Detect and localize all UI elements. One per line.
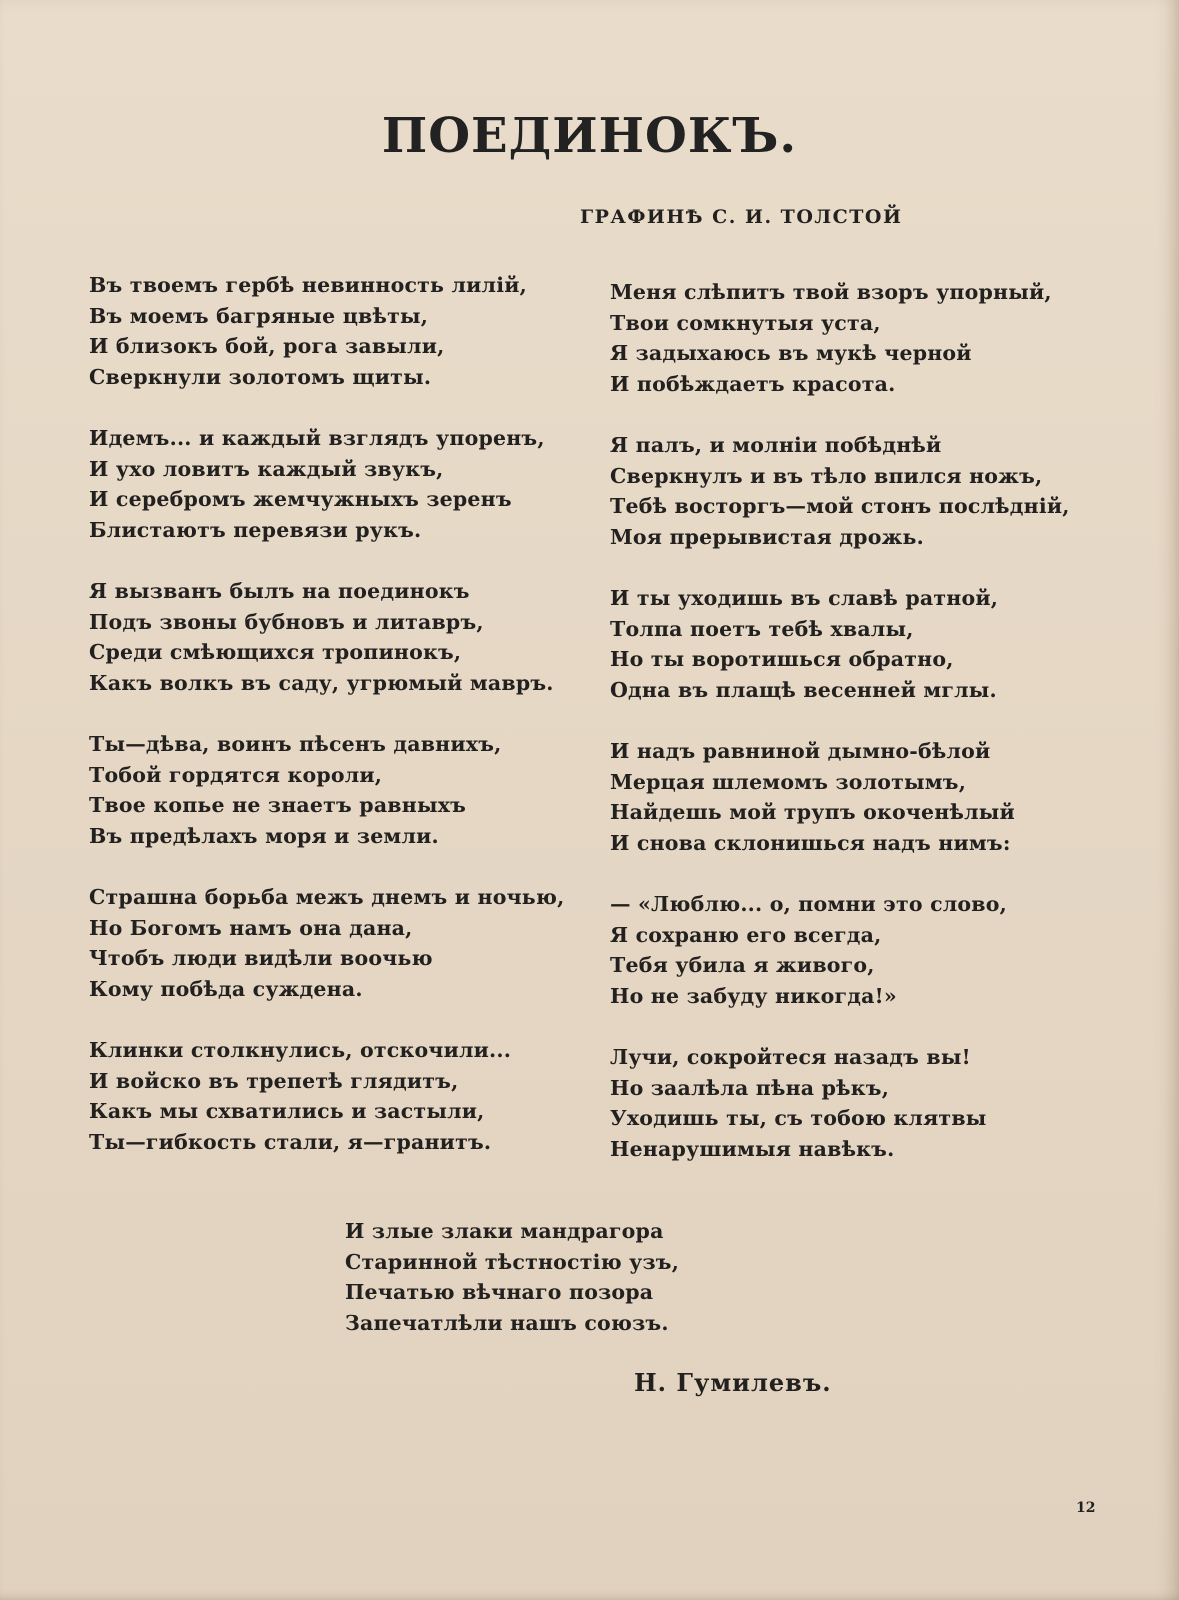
poem-line: Запечатлѣли нашъ союзъ. — [345, 1310, 669, 1335]
poem-line: И ухо ловитъ каждый звукъ, — [89, 456, 444, 481]
stanza — [89, 576, 629, 729]
poem-line: Сверкнули золотомъ щиты. — [89, 364, 432, 389]
poem-line: Моя прерывистая дрожь. — [610, 524, 924, 549]
poem-line: Я палъ, и молніи побѣднѣй — [610, 433, 942, 457]
stanza — [610, 1042, 1150, 1164]
poem-line: Тебѣ восторгъ—мой стонъ послѣдній, — [610, 494, 1070, 518]
poem-line: И снова склонишься надъ нимъ: — [610, 830, 1011, 855]
poem-line: Но заалѣла пѣна рѣкъ, — [610, 1075, 890, 1100]
stanza — [89, 270, 629, 423]
stanza — [610, 889, 1150, 1042]
poem-line: Въ моемъ багряные цвѣты, — [89, 303, 429, 328]
stanza — [89, 882, 629, 1035]
poem-line: Печатью вѣчнаго позора — [345, 1280, 654, 1304]
stanza — [89, 729, 629, 882]
poem-line: И надъ равниной дымно-бѣлой — [610, 739, 991, 763]
poem-line: Найдешь мой трупъ окоченѣлый — [610, 800, 1015, 824]
poem-line: Но Богомъ намъ она дана, — [89, 915, 413, 940]
poem-line: Среди смѣющихся тропинокъ, — [89, 640, 462, 664]
right-column — [610, 277, 1150, 1164]
final-stanza — [345, 1216, 885, 1338]
stanza — [610, 430, 1150, 583]
poem-line: И побѣждаетъ красота. — [610, 371, 896, 396]
poem-line: Какъ волкъ въ саду, угрюмый мавръ. — [89, 670, 554, 695]
poem-line: Но не забуду никогда!» — [610, 983, 897, 1008]
poem-line: Твое копье не знаетъ равныхъ — [89, 793, 467, 817]
poem-line: Какъ мы схватились и застыли, — [89, 1099, 485, 1123]
poem-line: Тобой гордятся короли, — [89, 762, 383, 787]
dedication: ГРАФИНѢ С. И. ТОЛСТОЙ — [580, 206, 903, 228]
poem-line: Ненарушимыя навѣкъ. — [610, 1136, 895, 1161]
poem-line: Старинной тѣстностію узъ, — [345, 1249, 680, 1274]
poem-line: Но ты воротишься обратно, — [610, 647, 954, 671]
poem-line: Я вызванъ былъ на поединокъ — [89, 579, 470, 603]
stanza — [610, 583, 1150, 736]
stanza — [89, 423, 629, 576]
poem-line: И злые злаки мандрагора — [345, 1219, 664, 1243]
stanza — [89, 1035, 629, 1157]
poem-line: Кому побѣда суждена. — [89, 976, 363, 1001]
poem-line: Толпа поетъ тебѣ хвалы, — [610, 616, 914, 641]
poem-line: Въ предѣлахъ моря и земли. — [89, 823, 439, 848]
stanza — [610, 736, 1150, 889]
poem-line: Тебя убила я живого, — [610, 953, 875, 977]
poem-line: И близокъ бой, рога завыли, — [89, 334, 445, 358]
poem-line: Блистаютъ перевязи рукъ. — [89, 517, 422, 542]
poem-line: И ты уходишь въ славѣ ратной, — [610, 586, 999, 610]
poem-line: И серебромъ жемчужныхъ зеренъ — [89, 487, 512, 511]
poem-line: Клинки столкнулись, отскочили... — [89, 1038, 512, 1062]
poem-line: Сверкнулъ и въ тѣло впился ножъ, — [610, 463, 1043, 488]
poem-line: Уходишь ты, съ тобою клятвы — [610, 1106, 987, 1130]
poem-line: И войско въ трепетѣ глядитъ, — [89, 1068, 459, 1093]
poem-line: Идемъ... и каждый взглядъ упоренъ, — [89, 426, 545, 450]
poem-line: Я задыхаюсь въ мукѣ черной — [610, 341, 972, 365]
poem-line: Чтобъ люди видѣли воочью — [89, 946, 433, 970]
poem-line: Одна въ плащѣ весенней мглы. — [610, 677, 997, 702]
poem-title: ПОЕДИНОКЪ. — [381, 108, 798, 164]
poem-line: Подъ звоны бубновъ и литавръ, — [89, 609, 484, 634]
poem-line: Мерцая шлемомъ золотымъ, — [610, 769, 967, 794]
poem-line: Страшна борьба межъ днемъ и ночью, — [89, 885, 565, 909]
poem-line: Лучи, сокройтеся назадъ вы! — [610, 1045, 971, 1069]
poem-line: Меня слѣпитъ твой взоръ упорный, — [610, 280, 1052, 304]
author-signature: Н. Гумилевъ. — [634, 1368, 832, 1397]
page-number: 12 — [1076, 1500, 1096, 1516]
stanza — [345, 1216, 885, 1338]
left-column — [89, 270, 629, 1157]
poem-line: — «Люблю... о, помни это слово, — [610, 892, 1007, 916]
poem-line: Я сохраню его всегда, — [610, 922, 882, 947]
poem-line: Твои сомкнутыя уста, — [610, 310, 881, 335]
poem-line: Въ твоемъ гербѣ невинность лилій, — [89, 273, 527, 297]
stanza — [610, 277, 1150, 430]
poem-line: Ты—дѣва, воинъ пѣсенъ давнихъ, — [89, 732, 502, 756]
poem-line: Ты—гибкость стали, я—гранитъ. — [89, 1129, 492, 1154]
